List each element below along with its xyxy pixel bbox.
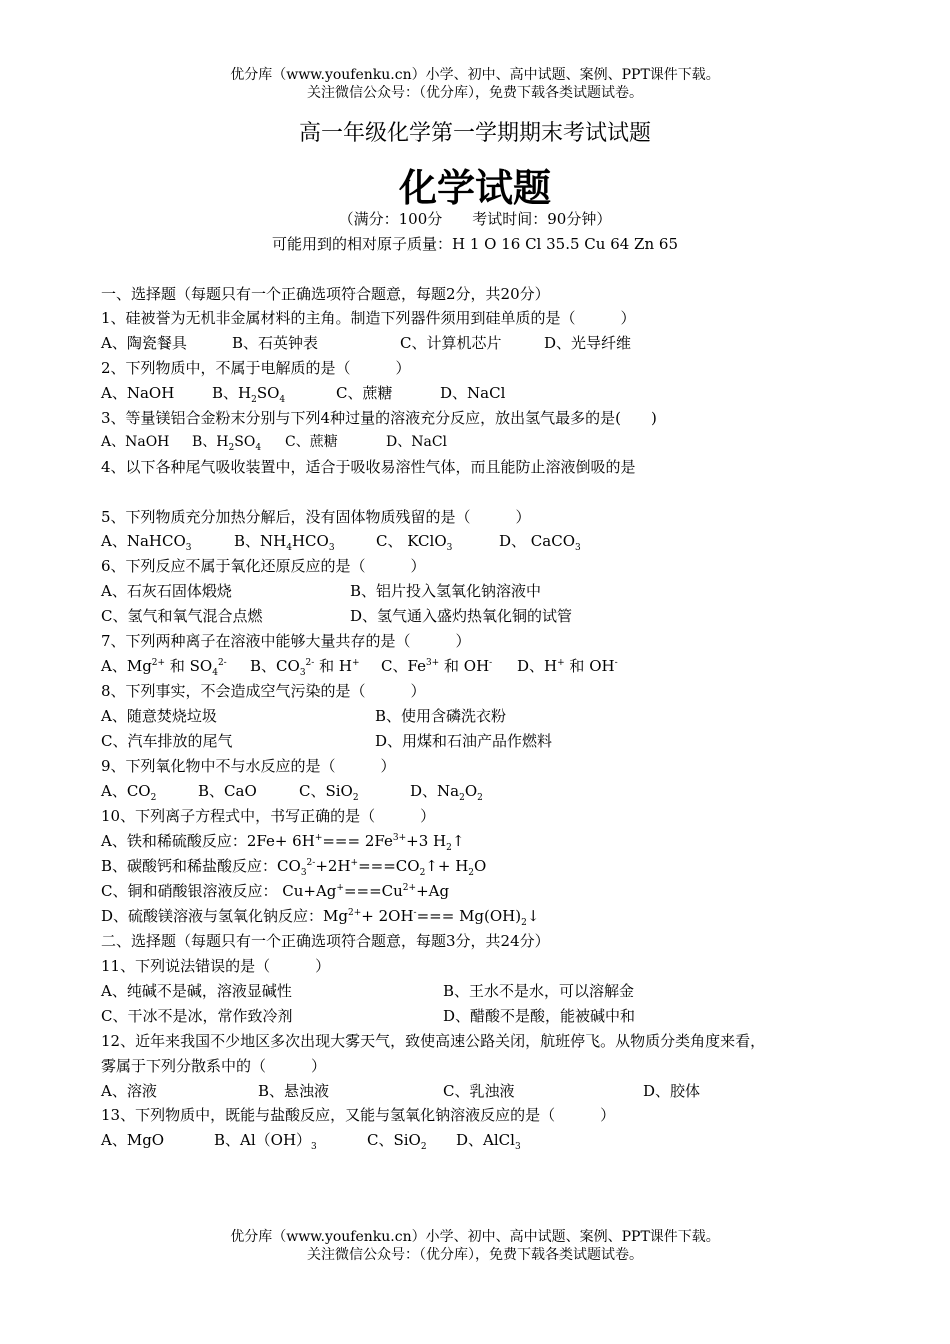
q6-option-b: B、铝片投入氢氧化钠溶液中: [350, 582, 542, 600]
header-line-2: 关注微信公众号：（优分库），免费下载各类试题试卷。: [307, 85, 643, 101]
q1-option-d: D、光导纤维: [544, 334, 632, 352]
q12-option-c: C、乳浊液: [443, 1082, 515, 1100]
q13-option-b: B、$Al(OH)_3$: [214, 1131, 317, 1152]
footer-line-1: 优分库（www.youfenku.cn）小学、初中、高中试题、案例、PPT课件下载。: [230, 1229, 720, 1245]
q9-option-a: A、$CO_2$: [101, 782, 157, 803]
q12-stem-line-1: 12、近年来我国不少地区多次出现大雾天气，致使高速公路关闭，航班停飞。从物质分类角度来看，: [101, 1032, 766, 1050]
q5-option-a: A、NaHCO$_3$: [101, 532, 192, 553]
exam-subtitle: 高一年级化学第一学期期末考试试题: [298, 121, 651, 146]
exam-info: （满分：100分 考试时间：90分钟）: [338, 210, 612, 228]
q10-option-a: A、铁和稀硫酸反应：$2Fe+ 6H^+=== 2Fe^{3+}+3$ $H_2↑$: [101, 832, 465, 853]
q3-option-d: D、NaCl: [386, 434, 448, 450]
q4-stem: 4、以下各种尾气吸收装置中，适合于吸收易溶性气体，而且能防止溶液倒吸的是: [101, 458, 636, 476]
q2-option-d: D、NaCl: [440, 384, 506, 402]
q10-option-b: B、碳酸钙和稀盐酸反应：$CO_3^{2-}+2H^+===CO_2↑+ H_2O$: [101, 857, 487, 878]
q5-option-c: C、 KClO$_3$: [376, 532, 453, 553]
q10-option-c: C、铜和硝酸银溶液反应： $Cu+Ag^+===Cu^{2+}+Ag$: [101, 882, 450, 900]
q1-option-a: A、陶瓷餐具: [101, 334, 187, 352]
q1-stem: 1、硅被誉为无机非金属材料的主角。制造下列器件须用到硅单质的是（ ）: [101, 309, 636, 327]
q3-option-b: B、$H_2SO_4$: [192, 434, 262, 453]
q12-option-a: A、溶液: [101, 1082, 157, 1100]
q6-option-c: C、氢气和氧气混合点燃: [101, 607, 263, 625]
q8-option-a: A、随意焚烧垃圾: [101, 707, 217, 725]
footer-line-2: 关注微信公众号：（优分库），免费下载各类试题试卷。: [307, 1247, 643, 1263]
q7-option-c: C、$Fe^{3+}$ 和 OH-: [381, 657, 493, 675]
q5-option-d: D、 CaCO$_3$: [499, 532, 581, 553]
q7-option-b: B、$CO_3^{2-}$ 和 H+: [250, 657, 360, 678]
q8-option-b: B、使用含磷洗衣粉: [375, 707, 507, 725]
q12-stem-line-2: 雾属于下列分散系中的（ ）: [101, 1057, 327, 1075]
q9-option-d: D、$Na_2O_2$: [410, 782, 483, 803]
q2-option-b: B、$H_2SO_4$: [212, 384, 286, 405]
q7-option-a: A、$Mg^{2+}$ 和 $SO_4^{2-}$: [101, 657, 227, 678]
section1-heading: 一、选择题（每题只有一个正确选项符合题意，每题2分，共20分）: [101, 285, 550, 303]
q11-stem: 11、下列说法错误的是（ ）: [101, 957, 331, 975]
q11-option-c: C、干冰不是冰，常作致冷剂: [101, 1007, 293, 1025]
q11-option-d: D、醋酸不是酸，能被碱中和: [443, 1007, 636, 1025]
q10-option-d: D、硫酸镁溶液与氢氧化钠反应：$Mg^{2+}+ 2OH^-===$ $Mg(OH)_2↓$: [101, 907, 540, 928]
q13-option-d: D、AlCl$_3$: [456, 1131, 521, 1152]
q11-option-b: B、王水不是水，可以溶解金: [443, 982, 635, 1000]
q3-option-a: A、NaOH: [101, 434, 170, 450]
q2-option-a: A、NaOH: [101, 384, 175, 402]
q9-option-c: C、SiO$_2$: [299, 782, 359, 803]
q5-option-b: B、$NH_4HCO_3$: [234, 532, 335, 553]
q13-stem: 13、下列物质中，既能与盐酸反应，又能与氢氧化钠溶液反应的是（ ）: [101, 1106, 616, 1124]
q2-stem: 2、下列物质中，不属于电解质的是（ ）: [101, 359, 411, 377]
q12-option-b: B、悬浊液: [258, 1082, 330, 1100]
q6-option-d: D、氢气通入盛灼热氧化铜的试管: [350, 607, 573, 625]
q8-option-d: D、用煤和石油产品作燃料: [375, 732, 553, 750]
q8-option-c: C、汽车排放的尾气: [101, 732, 233, 750]
section2-heading: 二、选择题（每题只有一个正确选项符合题意，每题3分，共24分）: [101, 932, 550, 950]
header-line-1: 优分库（www.youfenku.cn）小学、初中、高中试题、案例、PPT课件下载。: [230, 67, 720, 83]
q7-stem: 7、下列两种离子在溶液中能够大量共存的是（ ）: [101, 632, 471, 650]
atomic-masses: 可能用到的相对原子质量：H 1 O 16 Cl 35.5 Cu 64 Zn 65: [272, 235, 678, 253]
q9-stem: 9、下列氧化物中不与水反应的是（ ）: [101, 757, 396, 775]
q5-stem: 5、下列物质充分加热分解后，没有固体物质残留的是（ ）: [101, 508, 531, 526]
exam-title: 化学试题: [398, 165, 551, 210]
q7-option-d: D、H+ 和 OH-: [517, 657, 618, 675]
q8-stem: 8、下列事实，不会造成空气污染的是（ ）: [101, 682, 426, 700]
q3-option-c: C、蔗糖: [285, 434, 338, 450]
q3-stem: 3、等量镁铝合金粉末分别与下列4种过量的溶液充分反应，放出氢气最多的是( ): [101, 409, 657, 427]
q10-stem: 10、下列离子方程式中，书写正确的是（ ）: [101, 807, 436, 825]
q13-option-c: C、SiO$_2$: [367, 1131, 427, 1152]
q1-option-c: C、计算机芯片: [400, 334, 502, 352]
q6-option-a: A、石灰石固体煅烧: [101, 582, 232, 600]
q6-stem: 6、下列反应不属于氧化还原反应的是（ ）: [101, 557, 426, 575]
q1-option-b: B、石英钟表: [232, 334, 319, 352]
q13-option-a: A、MgO: [101, 1131, 165, 1149]
q11-option-a: A、纯碱不是碱，溶液显碱性: [101, 982, 292, 1000]
q9-option-b: B、CaO: [198, 782, 257, 800]
q2-option-c: C、蔗糖: [336, 384, 393, 402]
q12-option-d: D、胶体: [643, 1082, 701, 1100]
